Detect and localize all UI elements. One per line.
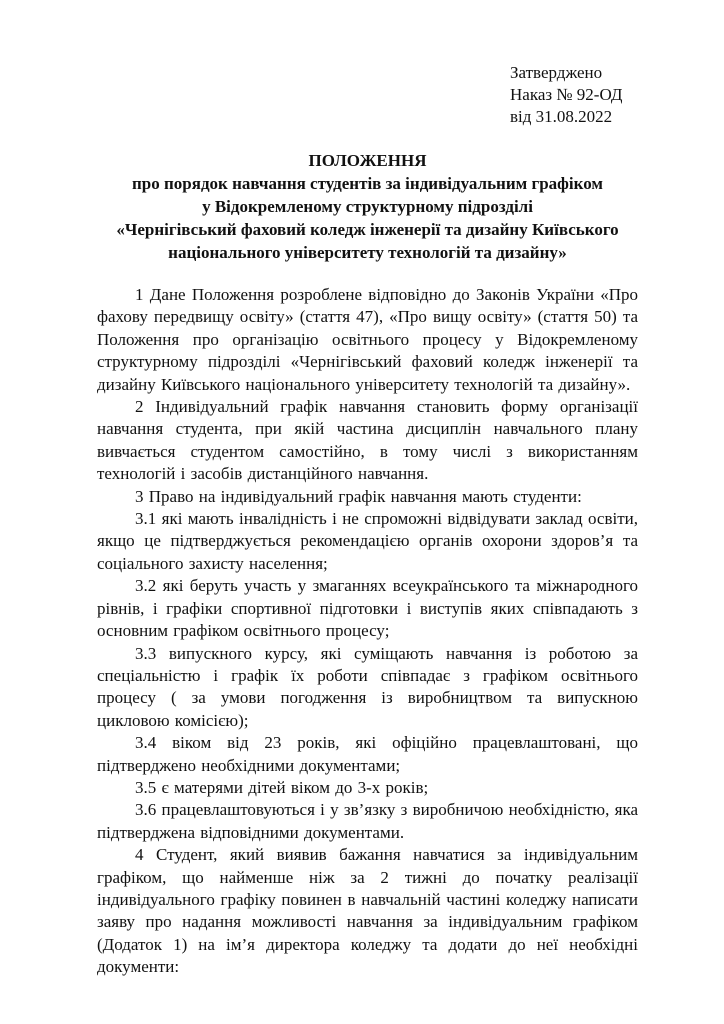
- title-line-college: «Чернігівський фаховий коледж інженерії та дизайну Київського: [116, 220, 619, 239]
- approval-line-date: від 31.08.2022: [510, 107, 613, 126]
- title-line-subject: про порядок навчання студентів за індивідуальним графіком: [132, 174, 603, 193]
- paragraph-1: 1 Дане Положення розроблене відповідно до Законів України «Про фахову передвищу освіту» (стаття 47), «Про вищу освіту» (стаття 50) та Положення про організацію освітнього процесу у Відокремленому структурному підрозділі «Чернігівський фаховий коледж інженерії та дизайну Київського національного університету технологій та дизайну».: [97, 285, 638, 394]
- paragraph-3-1: 3.1 які мають інвалідність і не спроможні відвідувати заклад освіти, якщо це підтверджується рекомендацією органів охорони здоров’я та соціального захисту населення;: [97, 509, 638, 573]
- approval-line-order-number: Наказ № 92-ОД: [510, 85, 623, 104]
- paragraph-3-2: 3.2 які беруть участь у змаганнях всеукраїнського та міжнародного рівнів, і графіки спортивної підготовки і виступів яких співпадають з основним графіком освітнього процесу;: [97, 576, 638, 641]
- paragraph-4: 4 Студент, який виявив бажання навчатися за індивідуальним графіком, що найменше ніж за 2 тижні до початку реалізації індивідуального графіку повинен в навчальній частині коледжу написати заяву про надання можливості навчання за індивідуальним графіком (Додаток 1) на ім’я директора коледжу та додати до неї необхідні документи:: [97, 845, 638, 977]
- paragraph-3-6: 3.6 працевлаштовуються і у зв’язку з виробничою необхідністю, яка підтверджена відповідними документами.: [97, 800, 638, 842]
- paragraph-3-4: 3.4 віком від 23 років, які офіційно працевлаштовані, що підтверджено необхідними документами;: [97, 733, 638, 775]
- approval-line-approved: Затверджено: [510, 63, 603, 82]
- paragraph-3: 3 Право на індивідуальний графік навчання мають студенти:: [135, 486, 582, 506]
- title-line-main: ПОЛОЖЕННЯ: [308, 151, 427, 170]
- document-body: [97, 284, 638, 979]
- title-line-university: національного університету технологій та дизайну»: [168, 243, 567, 262]
- paragraph-3-3: 3.3 випускного курсу, які суміщають навчання із роботою за спеціальністю і графік їх роботи співпадає з графіком освітнього процесу ( за умови погодження із виробництвом та випускною цикловою комісією);: [97, 643, 638, 730]
- title-line-unit: у Відокремленому структурному підрозділі: [202, 197, 533, 216]
- approval-block: [510, 62, 638, 127]
- paragraph-3-5: 3.5 є матерями дітей віком до 3-х років;: [135, 777, 429, 797]
- paragraph-2: 2 Індивідуальний графік навчання становить форму організації навчання студента, при якій частина дисциплін навчального плану вивчається студентом самостійно, в тому числі з використанням технологій і засобів дистанційного навчання.: [97, 397, 638, 484]
- document-title: [97, 149, 638, 264]
